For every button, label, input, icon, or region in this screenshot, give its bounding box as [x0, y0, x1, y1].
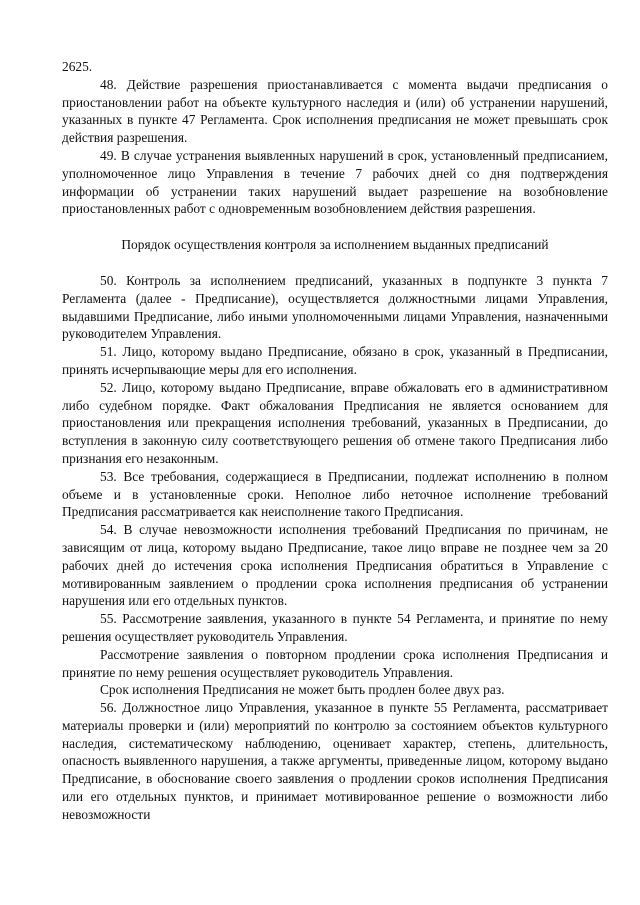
- paragraph-55-limit: Срок исполнения Предписания не может быть продлен более двух раз.: [100, 682, 505, 698]
- paragraph-55: 55. Рассмотрение заявления, указанного в пункте 54 Регламента, и принятие по нему решения осуществляет руководитель Управления.: [62, 611, 608, 644]
- paragraph-53: 53. Все требования, содержащиеся в Предписании, подлежат исполнению в полном объеме и в установленные сроки. Неполное либо неточное исполнение требований Предписания рассматривается как неисполнение такого Предписания.: [62, 468, 608, 520]
- section-heading: Порядок осуществления контроля за исполнением выданных предписаний: [121, 237, 549, 253]
- paragraph-55-repeat-extension: Рассмотрение заявления о повторном продлении срока исполнения Предписания и принятие по нему решения осуществляет руководитель Управления.: [62, 646, 608, 680]
- paragraph-50: 50. Контроль за исполнением предписаний, указанных в подпункте 3 пункта 7 Регламента (далее - Предписание), осуществляется должностными лицами Управления, выдавшими Предписание, либо иными уполномоченными лицами Управления, назначенными руководителем Управления.: [62, 272, 608, 342]
- paragraph-54: 54. В случае невозможности исполнения требований Предписания по причинам, не зависящим от лица, которому выдано Предписание, такое лицо вправе не позднее чем за 20 рабочих дней до истечения срока исполнения Предписания обратиться в Управление с мотивированным заявлением о продлении срока исполнения предписания об устранении нарушения или его отдельных пунктов.: [62, 522, 608, 609]
- document-page: [62, 58, 608, 824]
- continuation-text: 2625.: [62, 59, 93, 74]
- paragraph-52: 52. Лицо, которому выдано Предписание, вправе обжаловать его в административном либо судебном порядке. Факт обжалования Предписания не является основанием для приостановления или прекращения исполнения требований, указанных в Предписании, до вступления в законную силу соответствующего решения об отмене такого Предписания либо признания его незаконным.: [62, 379, 608, 466]
- paragraph-51: 51. Лицо, которому выдано Предписание, обязано в срок, указанный в Предписании, принять исчерпывающие меры для его исполнения.: [62, 344, 608, 377]
- paragraph-56: 56. Должностное лицо Управления, указанное в пункте 55 Регламента, рассматривает материалы проверки и (или) мероприятий по контролю за состоянием объектов культурного наследия, систематическому наблюдению, оценивает характер, степень, длительность, опасность выявленного нарушения, а также аргументы, приведенные лицом, которому выдано Предписание, в обоснование своего заявления о продлении сроков исполнения Предписания или его отдельных пунктов, и принимает мотивированное решение о возможности либо невозможности: [62, 700, 608, 822]
- paragraph-49: 49. В случае устранения выявленных нарушений в срок, установленный предписанием, уполномоченное лицо Управления в течение 7 рабочих дней со дня подтверждения информации об устранении таких нарушений выдает разрешение на возобновление приостановленных работ с одновременным возобновлением действия разрешения.: [62, 147, 608, 217]
- paragraph-48: 48. Действие разрешения приостанавливается с момента выдачи предписания о приостановлении работ на объекте культурного наследия и (или) об устранении нарушений, указанных в пункте 47 Регламента. Срок исполнения предписания не может превышать срок действия разрешения.: [62, 76, 608, 146]
